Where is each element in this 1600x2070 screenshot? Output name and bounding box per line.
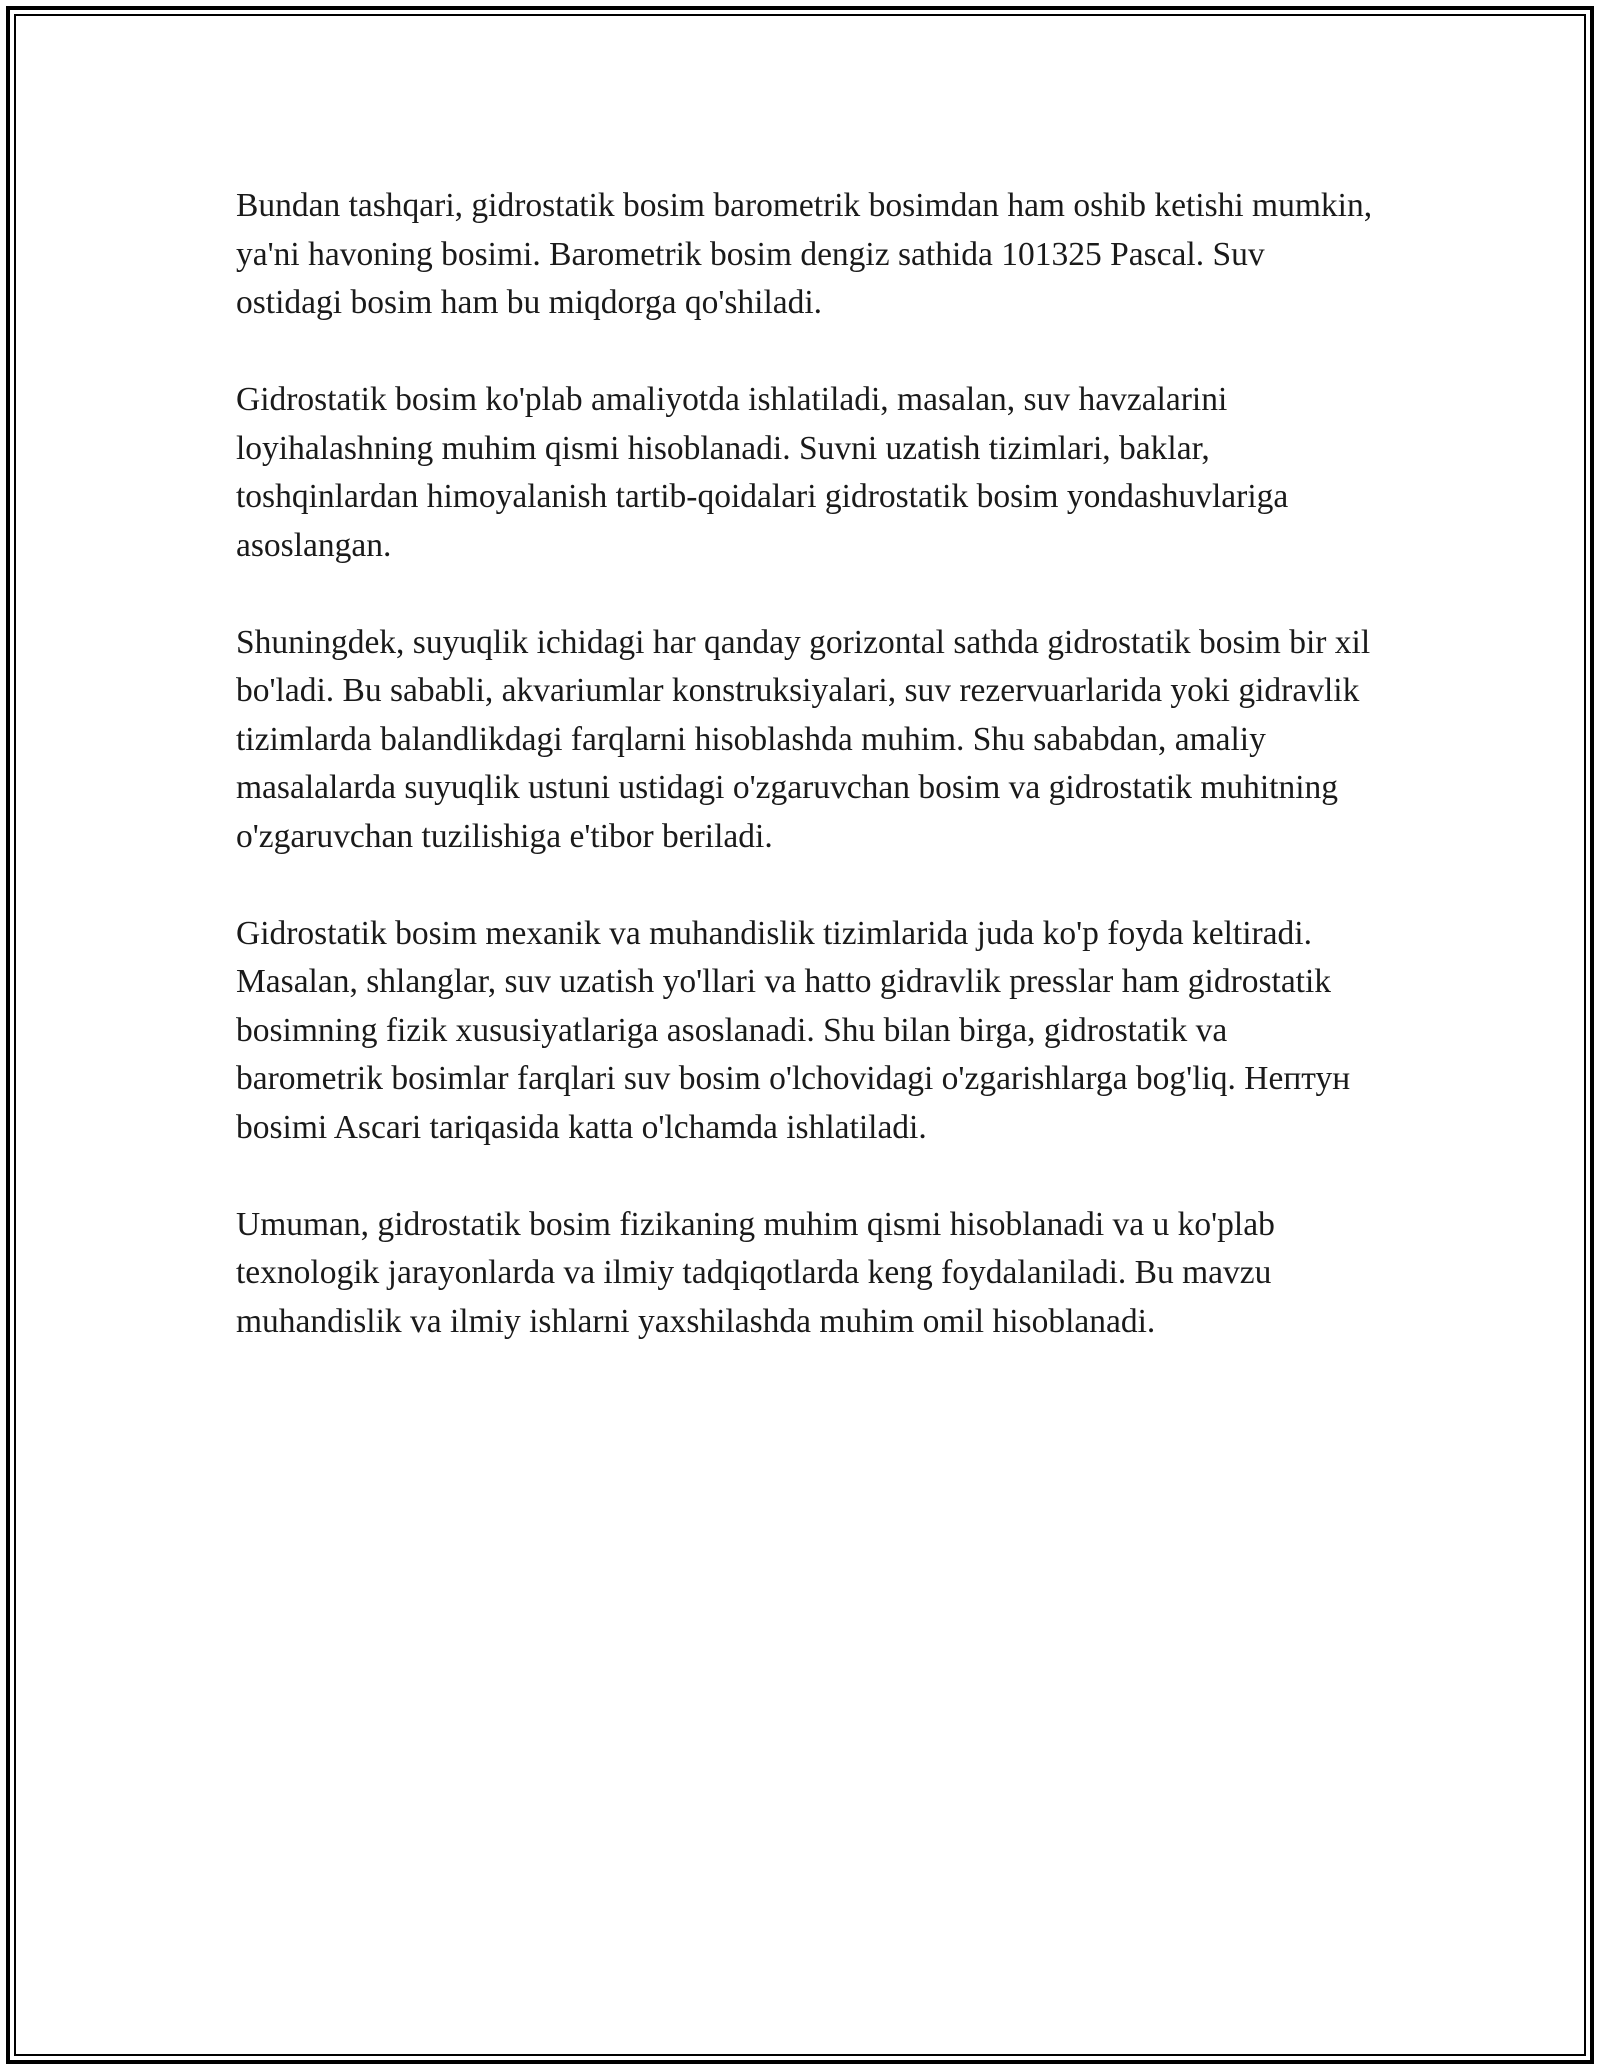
document-body [236, 182, 1376, 1395]
paragraph-engineering: Gidrostatik bosim mexanik va muhandislik tizimlarida juda ko'p foyda keltiradi. Masalan, shlanglar, suv uzatish yo'llari va hatto gidravlik presslar ham gidrostatik bosimning fizik xususiyatlariga asoslanadi. Shu bilan birga, gidrostatik va barometrik bosimlar farqlari suv bosim o'lchovidagi o'zgarishlarga bog'liq. Нептун bosimi Ascari tariqasida katta o'lchamda ishlatiladi. [236, 914, 1351, 1146]
paragraph-barometric-pressure: Bundan tashqari, gidrostatik bosim barometrik bosimdan ham oshib ketishi mumkin, ya'ni havoning bosimi. Barometrik bosim dengiz sathida 101325 Pascal. Suv ostidagi bosim ham bu miqdorga qo'shiladi. [236, 187, 1373, 321]
paragraph-applications: Gidrostatik bosim ko'plab amaliyotda ishlatiladi, masalan, suv havzalarini loyihalashning muhim qismi hisoblanadi. Suvni uzatish tizimlari, baklar, toshqinlardan himoyalanish tartib-qoidalari gidrostatik bosim yondashuvlariga asoslangan. [236, 381, 1289, 564]
paragraph-conclusion: Umuman, gidrostatik bosim fizikaning muhim qismi hisoblanadi va u ko'plab texnologik jarayonlarda va ilmiy tadqiqotlarda keng foydalaniladi. Bu mavzu muhandislik va ilmiy ishlarni yaxshilashda muhim omil hisoblanadi. [236, 1205, 1275, 1340]
paragraph-horizontal-level: Shuningdek, suyuqlik ichidagi har qanday gorizontal sathda gidrostatik bosim bir xil bo'ladi. Bu sababli, akvariumlar konstruksiyalari, suv rezervuarlarida yoki gidravlik tizimlarda balandlikdagi farqlarni hisoblashda muhim. Shu sababdan, amaliy masalalarda suyuqlik ustuni ustidagi o'zgaruvchan bosim va gidrostatik muhitning o'zgaruvchan tuzilishiga e'tibor beriladi. [236, 623, 1371, 855]
